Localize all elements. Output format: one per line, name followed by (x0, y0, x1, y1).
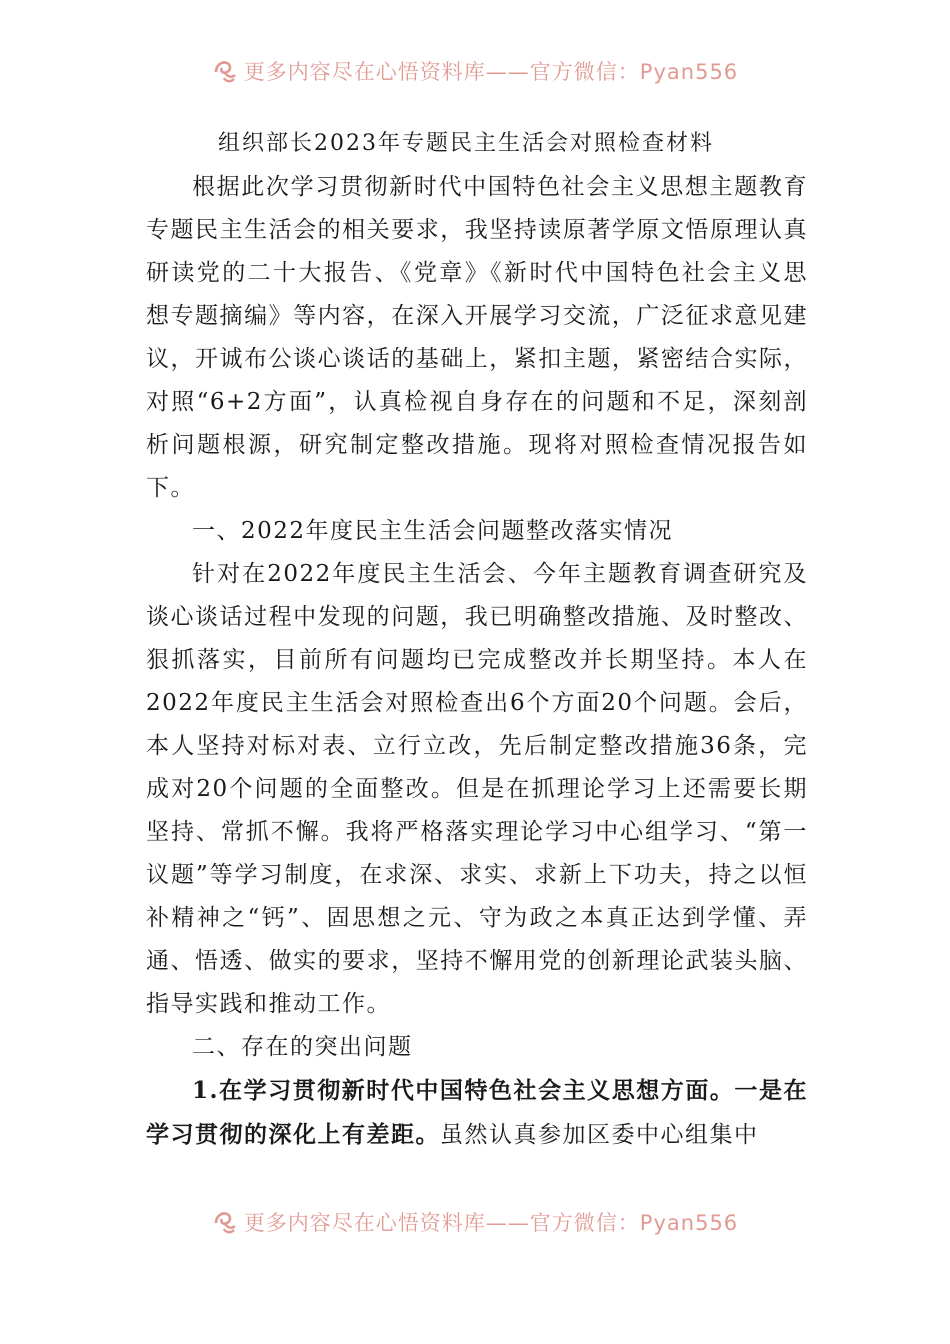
intro-paragraph: 根据此次学习贯彻新时代中国特色社会主义思想主题教育专题民主生活会的相关要求，我坚持读原著学原文悟原理认真研读党的二十大报告、《党章》《新时代中国特色社会主义思想专题摘编》等内容，在深入开展学习交流，广泛征求意见建议，开诚布公谈心谈话的基础上，紧扣主题，紧密结合实际，对照“6+2方面”，认真检视自身存在的问题和不足，深刻剖析问题根源，研究制定整改措施。现将对照检查情况报告如下。 (146, 174, 808, 501)
section-1-paragraph: 针对在2022年度民主生活会、今年主题教育调查研究及谈心谈话过程中发现的问题，我已明确整改措施、及时整改、狠抓落实，目前所有问题均已完成整改并长期坚持。本人在2022年度民主生活会对照检查出6个方面20个问题。会后，本人坚持对标对表、立行立改，先后制定整改措施36条，完成对20个问题的全面整改。但是在抓理论学习上还需要长期坚持、常抓不懈。我将严格落实理论学习中心组学习、“第一议题”等学习制度，在求深、求实、求新上下功夫，持之以恒补精神之“钙”、固思想之元、守为政之本真正达到学懂、弄通、悟透、做实的要求，坚持不懈用党的创新理论武装头脑、指导实践和推动工作。 (146, 561, 808, 1017)
logo-icon (212, 58, 238, 84)
section-2-heading: 二、存在的突出问题 (192, 1034, 413, 1060)
footer-watermark (0, 1207, 950, 1237)
watermark-text: 更多内容尽在心悟资料库——官方微信：Pyan556 (243, 1211, 739, 1235)
document-title: 组织部长2023年专题民主生活会对照检查材料 (218, 131, 714, 156)
item-1-text: 虽然认真参加区委中心组集中 (440, 1122, 759, 1148)
document-body (146, 122, 808, 1157)
watermark-text: 更多内容尽在心悟资料库——官方微信：Pyan556 (243, 60, 739, 84)
header-watermark (0, 56, 950, 86)
item-1-bold-lead: 1.在学习贯彻新时代中国特色社会主义思想方面。一是在学习贯彻的深化上有差距。 (146, 1077, 808, 1148)
logo-icon (212, 1209, 238, 1235)
section-1-heading: 一、2022年度民主生活会问题整改落实情况 (192, 518, 674, 544)
item-1-paragraph (146, 1069, 808, 1157)
